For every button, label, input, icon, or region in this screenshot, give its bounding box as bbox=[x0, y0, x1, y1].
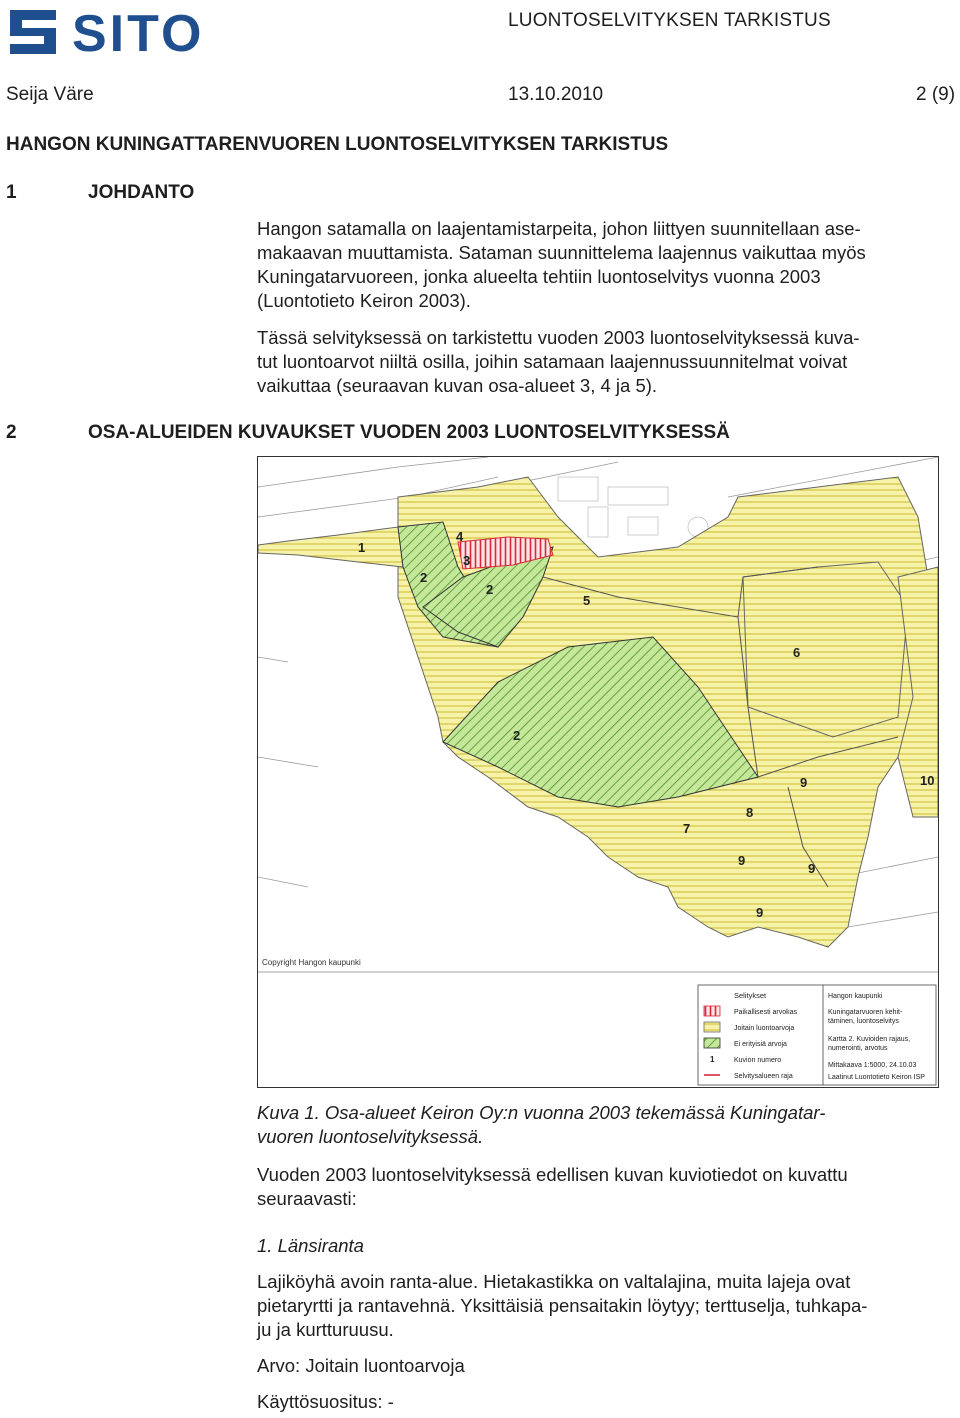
map-copyright: Copyright Hangon kaupunki bbox=[262, 958, 361, 967]
map-graphic bbox=[258, 457, 938, 1087]
area-label: 6 bbox=[793, 645, 801, 660]
area-label: 9 bbox=[738, 853, 746, 868]
document-title: LUONTOSELVITYKSEN TARKISTUS bbox=[508, 10, 831, 31]
caption-line: vuoren luontoselvityksessä. bbox=[257, 1126, 484, 1147]
titleblock-line: numerointi, arvotus bbox=[828, 1045, 888, 1052]
legend-swatch-yellow bbox=[704, 1022, 720, 1032]
base-map-grid bbox=[558, 477, 708, 537]
area-label: 4 bbox=[456, 529, 464, 544]
area-label: 9 bbox=[756, 905, 764, 920]
figure-caption bbox=[257, 1101, 957, 1149]
author: Seija Väre bbox=[6, 84, 94, 105]
text-line: ju ja kurtturuusu. bbox=[257, 1319, 394, 1340]
text-line: Tässä selvityksessä on tarkistettu vuoden 2003 luontoselvityksessä kuva- bbox=[257, 327, 860, 348]
sito-logo-graphic bbox=[6, 4, 246, 60]
map-area-1 bbox=[258, 527, 403, 567]
text-line: pietaryrtti ja rantavehnä. Yksittäisiä pensaitakin löytyy; terttuselja, tuhkapa- bbox=[257, 1295, 868, 1316]
text-line: tut luontoarvot niiltä osilla, joihin satamaan laajennussuunnitelmat voivat bbox=[257, 351, 848, 372]
area-label: 2 bbox=[513, 728, 521, 743]
date: 13.10.2010 bbox=[508, 84, 604, 105]
intro-paragraph-1 bbox=[257, 217, 957, 313]
logo-text: SITO bbox=[72, 5, 205, 60]
text-line: Vuoden 2003 luontoselvityksessä edellisen kuvan kuviotiedot on kuvattu bbox=[257, 1164, 848, 1185]
section2-title: OSA-ALUEIDEN KUVAUKSET VUODEN 2003 LUONTOSELVITYKSESSÄ bbox=[88, 422, 730, 443]
intro-paragraph-2 bbox=[257, 326, 957, 398]
text-line: Lajiköyhä avoin ranta-alue. Hietakastikka on valtalajina, muita lajeja ovat bbox=[257, 1271, 851, 1292]
area-label: 1 bbox=[358, 540, 366, 555]
legend-item: Paikallisesti arvokas bbox=[734, 1009, 798, 1016]
area-label: 3 bbox=[463, 553, 471, 568]
main-title: HANGON KUNINGATTARENVUOREN LUONTOSELVITYKSEN TARKISTUS bbox=[6, 134, 669, 155]
legend-swatch-red bbox=[704, 1006, 720, 1016]
section2-number: 2 bbox=[6, 422, 17, 443]
description-intro bbox=[257, 1163, 957, 1211]
text-line: Kuningatarvuoreen, jonka alueelta tehtiin luontoselvitys vuonna 2003 bbox=[257, 266, 821, 287]
text-line: Hangon satamalla on laajentamistarpeita, johon liittyen suunnitellaan ase- bbox=[257, 218, 861, 239]
titleblock-line: Mittakaava 1:5000, 24.10.03 bbox=[828, 1062, 917, 1069]
area-label: 5 bbox=[583, 593, 591, 608]
item1-heading: 1. Länsiranta bbox=[257, 1235, 364, 1256]
text-line: makaavan muuttamista. Sataman suunnittelema laajennus vaikuttaa myös bbox=[257, 242, 866, 263]
legend-item: Ei erityisiä arvoja bbox=[734, 1041, 787, 1048]
map-legend bbox=[698, 985, 936, 1085]
area-label: 2 bbox=[486, 582, 494, 597]
item1-description bbox=[257, 1270, 957, 1342]
caption-line: Kuva 1. Osa-alueet Keiron Oy:n vuonna 2003 tekemässä Kuningatar- bbox=[257, 1102, 826, 1123]
legend-item: Selvitysalueen raja bbox=[734, 1073, 793, 1080]
page-number: 2 (9) bbox=[916, 84, 956, 105]
item1-recommendation: Käyttösuositus: - bbox=[257, 1391, 394, 1412]
text-line: (Luontotieto Keiron 2003). bbox=[257, 290, 471, 311]
titleblock-line: Hangon kaupunki bbox=[828, 993, 883, 1000]
sito-logo bbox=[6, 4, 246, 60]
area-label: 10 bbox=[920, 773, 935, 788]
map-figure bbox=[257, 456, 939, 1088]
titleblock-line: Kartta 2. Kuvioiden rajaus, bbox=[828, 1036, 911, 1043]
legend-swatch-green bbox=[704, 1038, 720, 1048]
text-line: vaikuttaa (seuraavan kuvan osa-alueet 3, 4 ja 5). bbox=[257, 375, 658, 396]
legend-item: Joitain luontoarvoja bbox=[734, 1025, 795, 1032]
area-label: 7 bbox=[683, 821, 691, 836]
item1-value: Arvo: Joitain luontoarvoja bbox=[257, 1355, 465, 1376]
legend-title: Selitykset bbox=[734, 991, 767, 1000]
svg-text:1: 1 bbox=[710, 1055, 715, 1064]
text-line: seuraavasti: bbox=[257, 1188, 357, 1209]
titleblock-line: Laatinut Luontotieto Keiron ISP bbox=[828, 1074, 925, 1081]
area-label: 8 bbox=[746, 805, 754, 820]
area-label: 9 bbox=[808, 861, 816, 876]
legend-item: Kuvion numero bbox=[734, 1057, 782, 1064]
area-label: 9 bbox=[800, 775, 808, 790]
titleblock-line: Kuningatarvuoren kehit- bbox=[828, 1009, 903, 1016]
section1-title: JOHDANTO bbox=[88, 182, 195, 203]
section1-number: 1 bbox=[6, 182, 17, 203]
titleblock-line: täminen, luontoselvitys bbox=[828, 1018, 899, 1025]
area-label: 2 bbox=[420, 570, 428, 585]
